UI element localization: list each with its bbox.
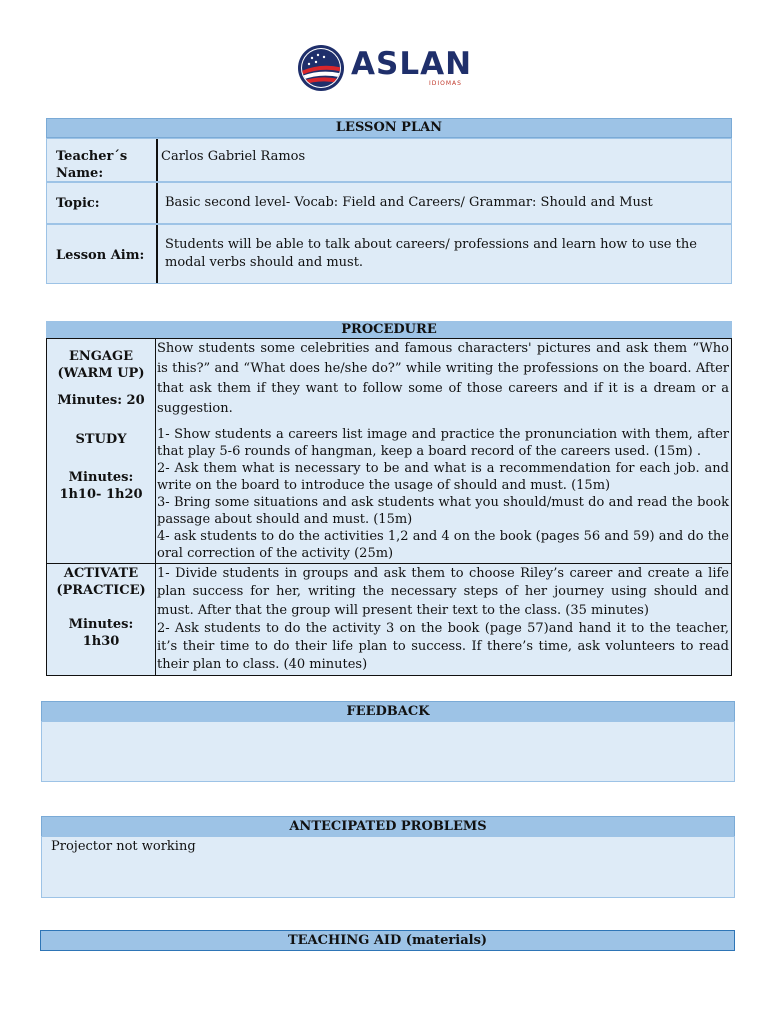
logo-wordmark: ASLAN: [351, 46, 473, 82]
column-divider: [156, 183, 158, 223]
study-step: 1- Show students a careers list image and practice the pronunciation with them, after that play 5-6 rounds of hangman, keep a board record of the careers used. (15m) .: [157, 427, 729, 459]
engage-row: [46, 338, 732, 426]
activate-minutes-label: Minutes:: [68, 617, 134, 632]
problems-text: Projector not working: [51, 839, 196, 854]
aim-row: [46, 224, 732, 284]
problems-box: [41, 836, 735, 898]
activate-step: 1- Divide students in groups and ask them to choose Riley’s career and create a life plan success for her, writing the necessary steps of her journey using should and must. After that the group will present their text to the class. (35 minutes): [157, 566, 729, 618]
activate-title: ACTIVATE (PRACTICE): [56, 566, 146, 598]
feedback-box: [41, 721, 735, 782]
activate-stage: [47, 564, 156, 675]
engage-text: Show students some celebrities and famous characters' pictures and ask them “Who is this?” and “What does he/she do?” while writing the professions on the board. After that ask them if they want to follow some of those careers and if it is a dream or a suggestion.: [157, 341, 729, 416]
logo-subtitle: IDIOMAS: [429, 80, 462, 87]
study-step: 3- Bring some situations and ask students what you should/must do and read the book passage about should and must. (15m): [157, 495, 729, 527]
study-row: [46, 424, 732, 564]
study-step: 4- ask students to do the activities 1,2 and 4 on the book (pages 56 and 59) and do the oral correction of the activity (25m): [157, 529, 729, 561]
topic-row: [46, 182, 732, 224]
globe-flag-icon: [297, 44, 345, 92]
aslan-logo: [297, 44, 472, 94]
activate-text: [157, 565, 729, 675]
study-text: [157, 426, 729, 562]
teacher-row: [46, 138, 732, 182]
feedback-header: FEEDBACK: [41, 701, 735, 722]
activate-step: 2- Ask students to do the activity 3 on the book (page 57)and hand it to the teacher, it’s their time to do their life plan to success. If there’s time, ask volunteers to read their plan to class. (40 minutes): [157, 620, 729, 673]
procedure-header: PROCEDURE: [46, 321, 732, 339]
column-divider: [156, 225, 158, 283]
aim-label: Lesson Aim:: [56, 248, 145, 263]
topic-label: Topic:: [56, 196, 100, 211]
study-minutes-value: 1h10- 1h20: [59, 487, 143, 502]
engage-stage: [47, 339, 156, 425]
teacher-label: Teacher´s Name:: [56, 149, 128, 181]
study-minutes-label: Minutes:: [68, 470, 134, 485]
topic-value: Basic second level- Vocab: Field and Careers/ Grammar: Should and Must: [165, 195, 653, 210]
teaching-aid-header: TEACHING AID (materials): [40, 930, 735, 951]
study-step: 2- Ask them what is necessary to be and what is a recommendation for each job. and write on the board to introduce the usage of should and must. (15m): [157, 461, 729, 493]
column-divider: [156, 139, 158, 181]
engage-minutes: Minutes: 20: [57, 393, 145, 408]
problems-header: ANTECIPATED PROBLEMS: [41, 816, 735, 837]
activate-row: [46, 563, 732, 676]
activate-minutes-value: 1h30: [82, 634, 120, 649]
engage-title: ENGAGE (WARM UP): [57, 349, 145, 381]
lesson-plan-header: LESSON PLAN: [46, 118, 732, 138]
study-stage: [47, 424, 156, 563]
teacher-value: Carlos Gabriel Ramos: [161, 149, 306, 164]
aim-value: Students will be able to talk about careers/ professions and learn how to use the modal verbs should and must.: [165, 237, 697, 270]
study-title: STUDY: [75, 432, 127, 447]
